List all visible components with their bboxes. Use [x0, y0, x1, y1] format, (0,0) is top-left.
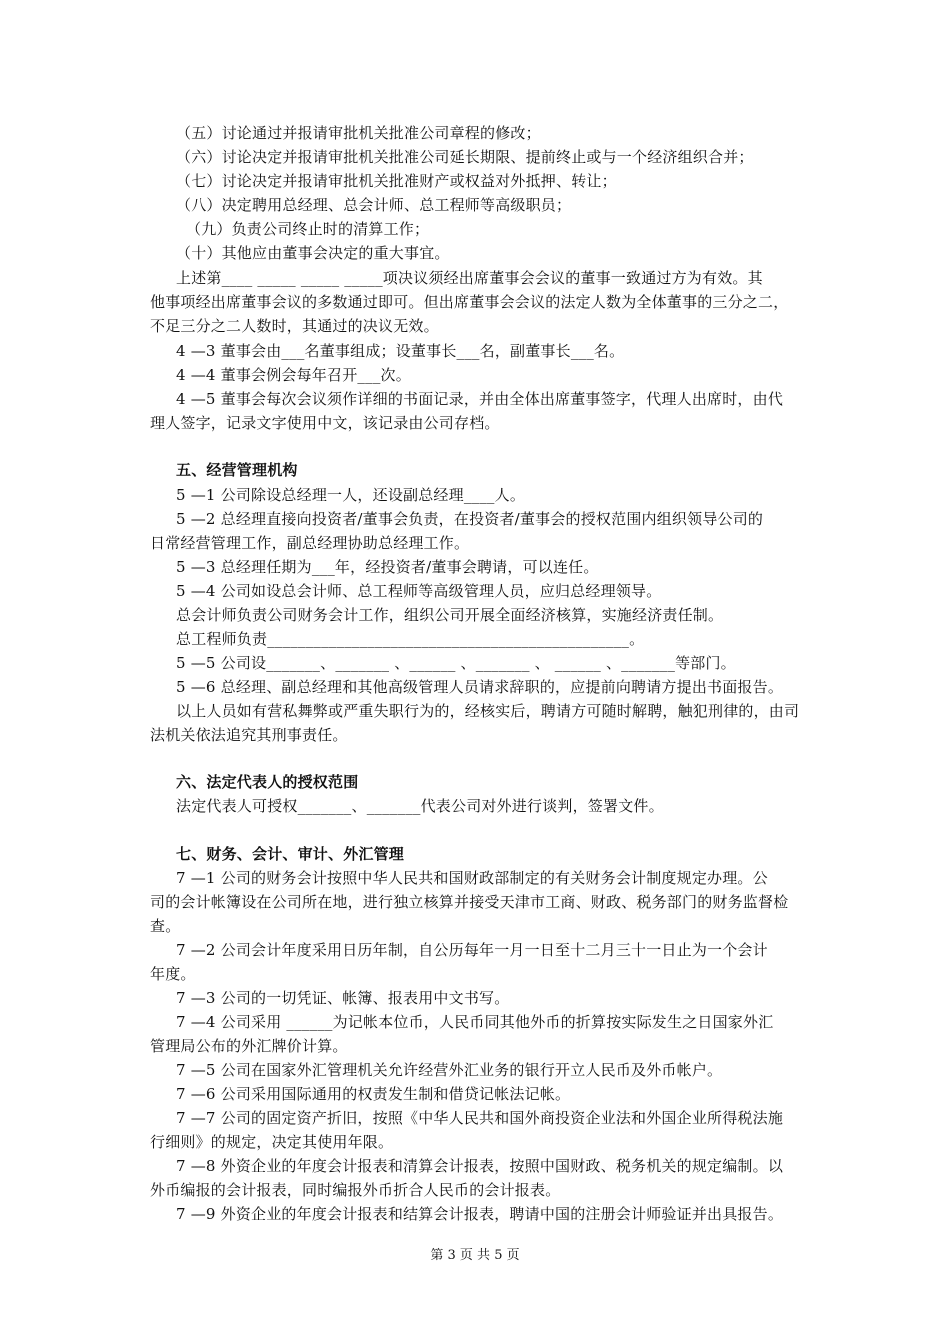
- article-4-5: 4 —5 董事会每次会议须作详细的书面记录，并由全体出席董事签字，代理人出席时，由代: [176, 390, 784, 408]
- article-4-3: 4 —3 董事会由___名董事组成；设董事长___名，副董事长___名。: [176, 342, 625, 360]
- paragraph-line: 管理局公布的外汇牌价计算。: [150, 1037, 348, 1055]
- page-footer: 第 3 页 共 5 页: [430, 1248, 520, 1263]
- article-7-7: 7 —7 公司的固定资产折旧，按照《中华人民共和国外商投资企业法和外国企业所得税法施: [176, 1109, 784, 1127]
- clause-10: （十）其他应由董事会决定的重大事宜。: [176, 244, 450, 262]
- clause-5: （五）讨论通过并报请审批机关批准公司章程的修改；: [176, 124, 541, 142]
- paragraph-line: 行细则》的规定，决定其使用年限。: [150, 1133, 394, 1151]
- article-5-3: 5 —3 总经理任期为___年，经投资者/董事会聘请，可以连任。: [176, 558, 599, 576]
- section-heading-7: 七、财务、会计、审计、外汇管理: [176, 845, 405, 863]
- article-7-9: 7 —9 外资企业的年度会计报表和结算会计报表，聘请中国的注册会计师验证并出具报告。: [176, 1205, 784, 1223]
- paragraph-line: 外币编报的会计报表，同时编报外币折合人民币的会计报表。: [150, 1181, 561, 1199]
- paragraph-line: 查。: [150, 917, 181, 935]
- article-4-4: 4 —4 董事会例会每年召开___次。: [176, 366, 411, 384]
- paragraph-line: 理人签字，记录文字使用中文，该记录由公司存档。: [150, 414, 500, 432]
- paragraph-line: 以上人员如有营私舞弊或严重失职行为的，经核实后，聘请方可随时解聘，触犯刑律的，由司: [176, 702, 800, 720]
- article-7-1: 7 —1 公司的财务会计按照中华人民共和国财政部制定的有关财务会计制度规定办理。公: [176, 869, 768, 887]
- article-5-2: 5 —2 总经理直接向投资者/董事会负责，在投资者/董事会的授权范围内组织领导公司的: [176, 510, 764, 528]
- article-5-5: 5 —5 公司设_______、_______ 、______ 、_______ 、 ______ 、_______等部门。: [176, 654, 736, 672]
- article-7-5: 7 —5 公司在国家外汇管理机关允许经营外汇业务的银行开立人民币及外币帐户。: [176, 1061, 723, 1079]
- paragraph-line: 不足三分之二人数时，其通过的决议无效。: [150, 317, 439, 335]
- paragraph-line: 法定代表人可授权_______、_______代表公司对外进行谈判，签署文件。: [176, 797, 664, 815]
- paragraph-line: 法机关依法追究其刑事责任。: [150, 726, 348, 744]
- paragraph-line: 总会计师负责公司财务会计工作，组织公司开展全面经济核算，实施经济责任制。: [176, 606, 724, 624]
- paragraph-line: 他事项经出席董事会议的多数通过即可。但出席董事会会议的法定人数为全体董事的三分之二，: [150, 293, 789, 311]
- clause-9: （九）负责公司终止时的清算工作；: [186, 220, 430, 238]
- clause-8: （八）决定聘用总经理、总会计师、总工程师等高级职员；: [176, 196, 572, 214]
- paragraph-line: 总工程师负责_______________________________________________。: [176, 630, 645, 648]
- paragraph-line: 上述第____ _____ _____ _____项决议须经出席董事会会议的董事一致通过方为有效。其: [176, 269, 763, 287]
- article-7-2: 7 —2 公司会计年度采用日历年制，自公历每年一月一日至十二月三十一日止为一个会计: [176, 941, 768, 959]
- paragraph-line: 日常经营管理工作，副总经理协助总经理工作。: [150, 534, 470, 552]
- article-7-3: 7 —3 公司的一切凭证、帐簿、报表用中文书写。: [176, 989, 510, 1007]
- section-heading-5: 五、经营管理机构: [176, 461, 298, 479]
- article-7-4: 7 —4 公司采用 ______为记帐本位币，人民币同其他外币的折算按实际发生之日国家外汇: [176, 1013, 774, 1031]
- article-7-6: 7 —6 公司采用国际通用的权责发生制和借贷记帐法记帐。: [176, 1085, 571, 1103]
- paragraph-line: 司的会计帐簿设在公司所在地，进行独立核算并接受天津市工商、财政、税务部门的财务监督检: [150, 893, 789, 911]
- clause-6: （六）讨论决定并报请审批机关批准公司延长期限、提前终止或与一个经济组织合并；: [176, 148, 754, 166]
- article-5-4: 5 —4 公司如设总会计师、总工程师等高级管理人员，应归总经理领导。: [176, 582, 662, 600]
- article-5-1: 5 —1 公司除设总经理一人，还设副总经理____人。: [176, 486, 526, 504]
- paragraph-line: 年度。: [150, 965, 196, 983]
- clause-7: （七）讨论决定并报请审批机关批准财产或权益对外抵押、转让；: [176, 172, 617, 190]
- article-7-8: 7 —8 外资企业的年度会计报表和清算会计报表，按照中国财政、税务机关的规定编制。以: [176, 1157, 784, 1175]
- article-5-6: 5 —6 总经理、副总经理和其他高级管理人员请求辞职的，应提前向聘请方提出书面报告。: [176, 678, 784, 696]
- section-heading-6: 六、法定代表人的授权范围: [176, 773, 359, 791]
